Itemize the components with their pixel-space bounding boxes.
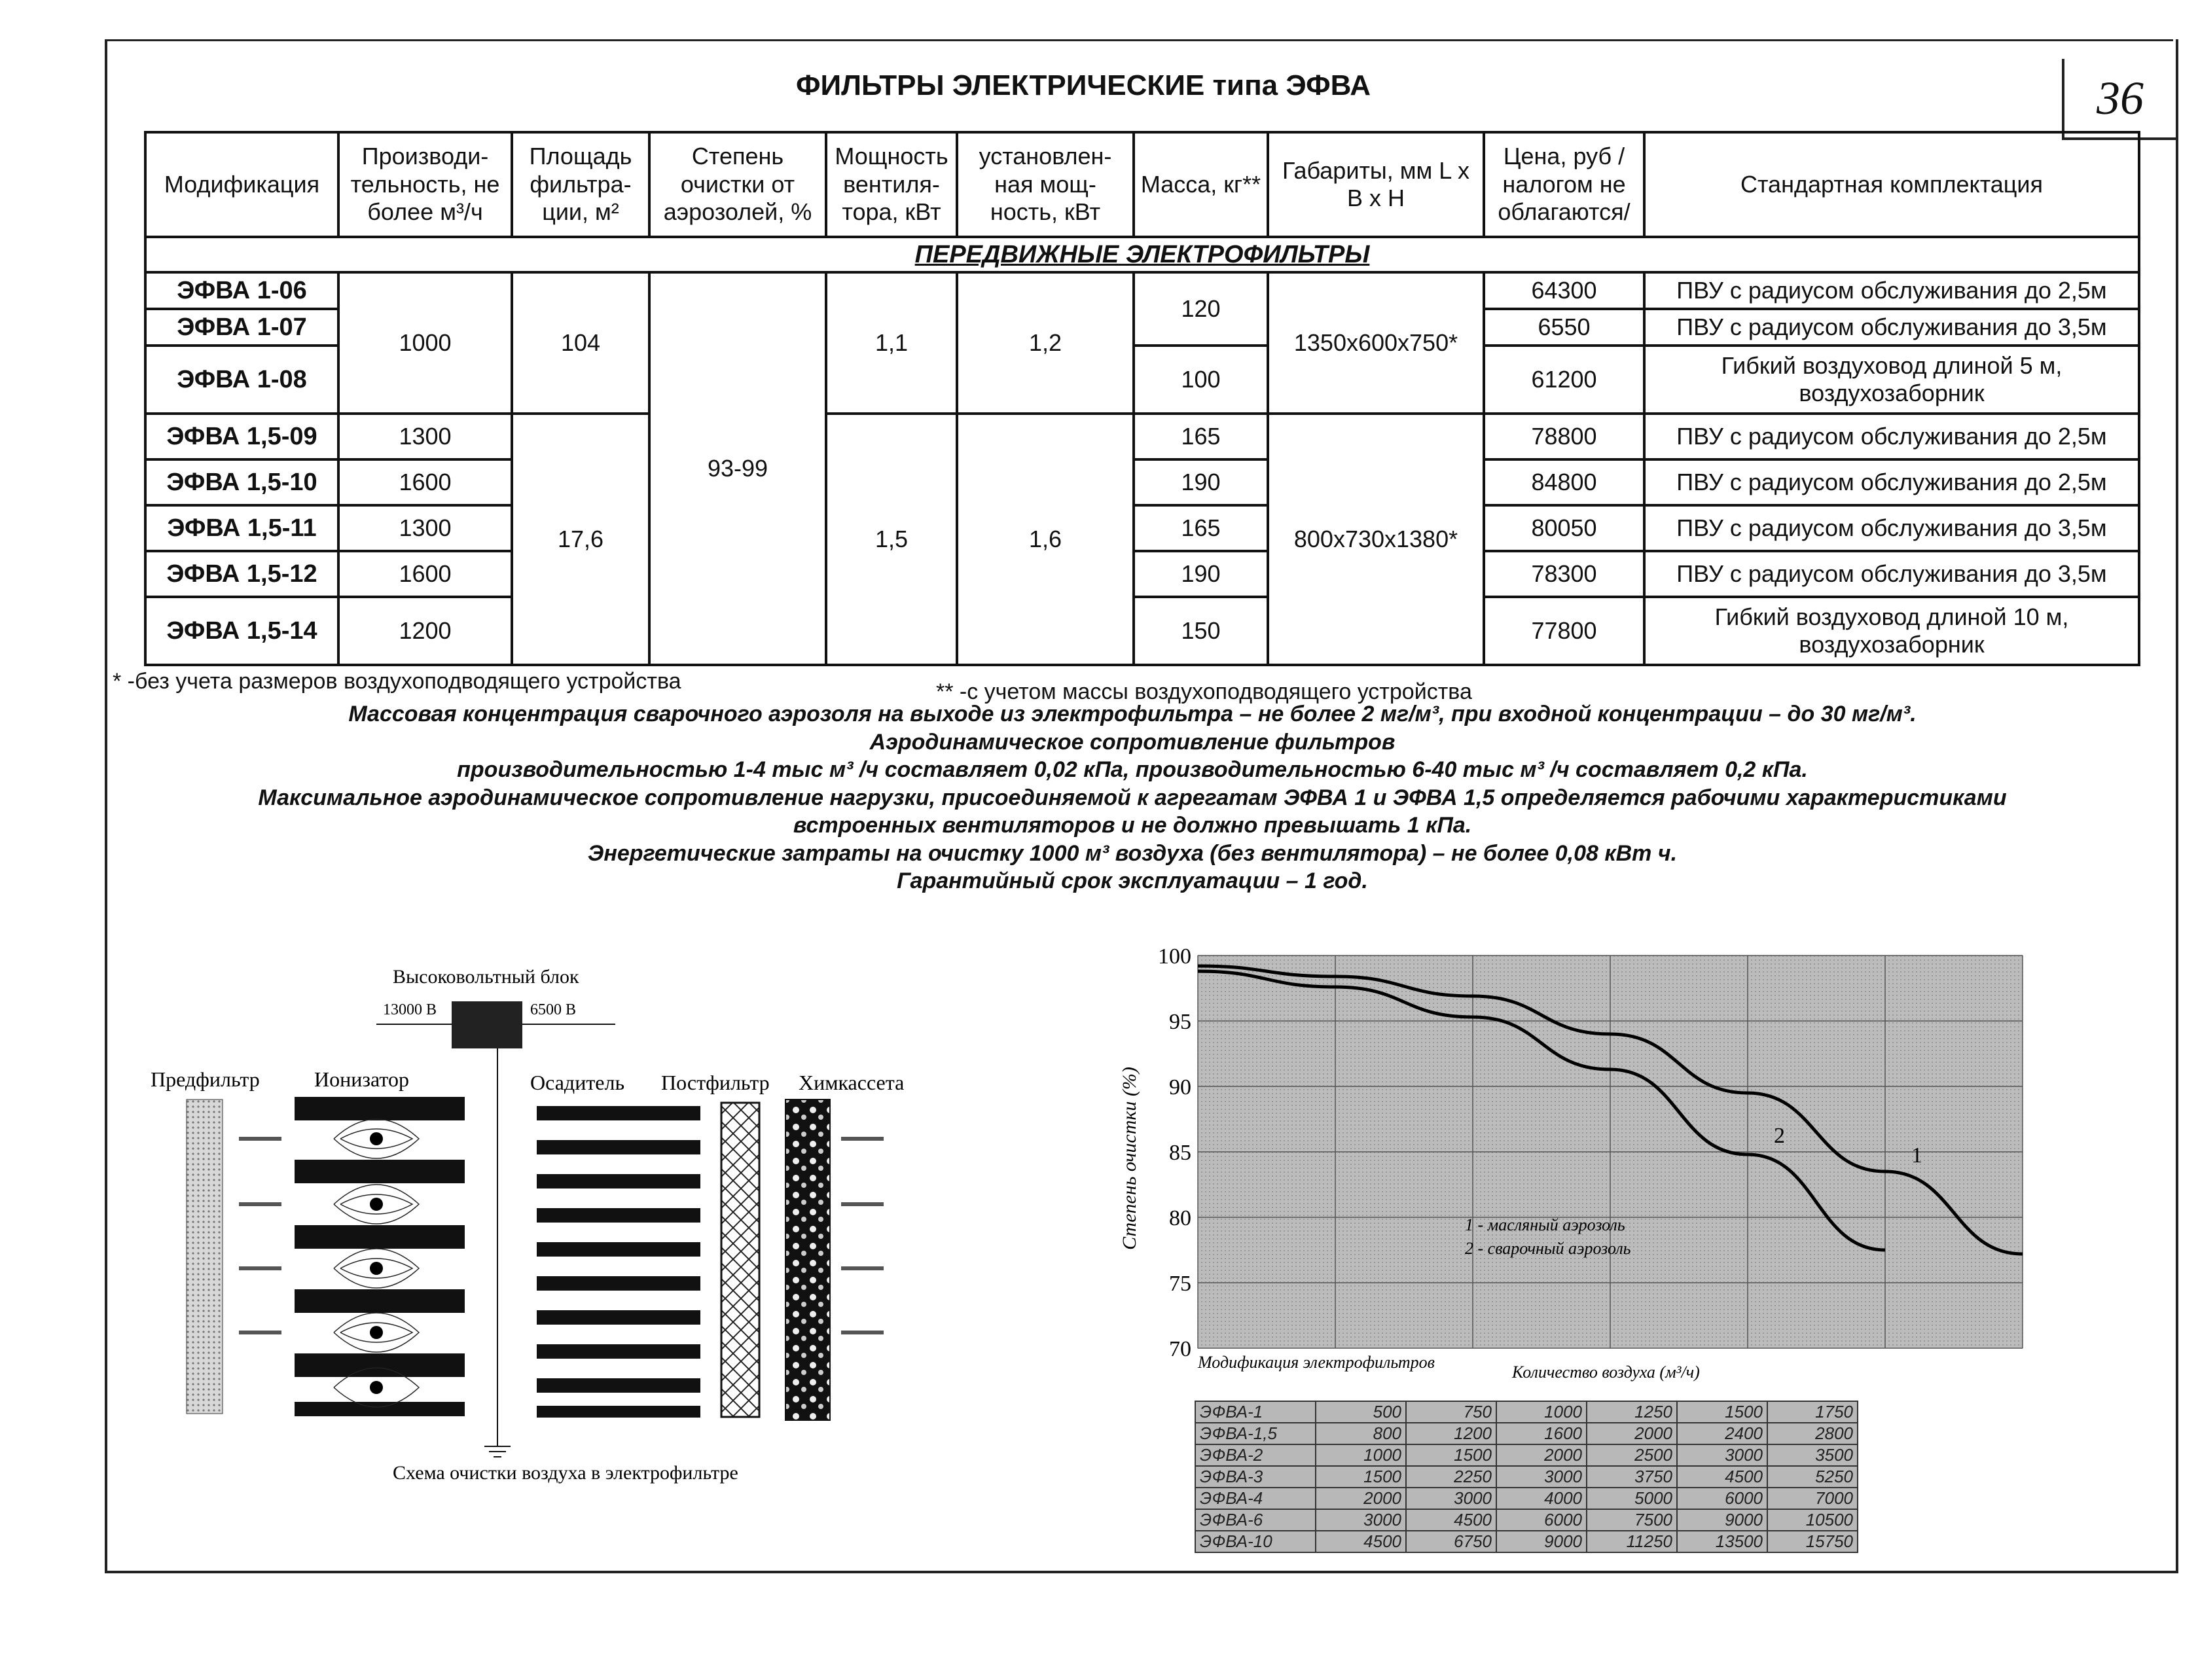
prefilter bbox=[187, 1099, 223, 1414]
efficiency-cell: 93-99 bbox=[649, 272, 826, 665]
section-label: ПЕРЕДВИЖНЫЕ ЭЛЕКТРОФИЛЬТРЫ bbox=[145, 237, 2139, 272]
table-cell: 2400 bbox=[1677, 1423, 1767, 1444]
model-cell: ЭФВА 1,5-14 bbox=[145, 597, 338, 665]
table-cell: 3000 bbox=[1496, 1466, 1587, 1488]
efficiency-chart bbox=[1106, 942, 2062, 1401]
mass-cell: 120 bbox=[1134, 272, 1268, 346]
table-cell: 4500 bbox=[1406, 1509, 1496, 1531]
model-cell: ЭФВА 1,5-11 bbox=[145, 505, 338, 551]
capacity-cell: 1000 bbox=[338, 272, 512, 414]
capacity-cell: 1200 bbox=[338, 597, 512, 665]
table-row bbox=[1195, 1466, 1858, 1488]
model-cell: ЭФВА 1,5-09 bbox=[145, 414, 338, 459]
kit-cell: ПВУ с радиусом обслуживания до 2,5м bbox=[1644, 272, 2139, 309]
paragraph: производительностью 1-4 тыс м³ /ч составляет 0,02 кПа, производительностью 6-40 тыс м³ /ч составляет 0,2 кПа. bbox=[457, 757, 1808, 782]
table-cell: ЭФВА-2 bbox=[1195, 1444, 1316, 1466]
postfilter bbox=[721, 1103, 759, 1417]
col-header: Габариты, мм L x B x H bbox=[1268, 132, 1484, 237]
table-row bbox=[1195, 1444, 1858, 1466]
fan-power-cell: 1,1 bbox=[826, 272, 957, 414]
table-cell: 800 bbox=[1316, 1423, 1406, 1444]
table-cell: 1600 bbox=[1496, 1423, 1587, 1444]
model-cell: ЭФВА 1-06 bbox=[145, 272, 338, 309]
paragraph: Гарантийный срок эксплуатации – 1 год. bbox=[897, 868, 1368, 893]
spec-header-row bbox=[145, 132, 2139, 237]
table-cell: 2000 bbox=[1316, 1488, 1406, 1509]
voltage-label: 13000 В bbox=[383, 1001, 437, 1018]
paragraph: встроенных вентиляторов и не должно превышать 1 кПа. bbox=[793, 813, 1472, 838]
installed-power-cell: 1,2 bbox=[957, 272, 1134, 414]
paragraph: Энергетические затраты на очистку 1000 м³ воздуха (без вентилятора) – не более 0,08 кВт ч. bbox=[587, 840, 1678, 866]
ground-icon bbox=[484, 1446, 511, 1457]
installed-power-cell: 1,6 bbox=[957, 414, 1134, 665]
table-row bbox=[1195, 1531, 1858, 1552]
kit-cell: ПВУ с радиусом обслуживания до 2,5м bbox=[1644, 414, 2139, 459]
table-cell: 750 bbox=[1406, 1401, 1496, 1423]
footnote-1: * -без учета размеров воздухоподводящего устройства bbox=[113, 669, 681, 694]
table-cell: 1000 bbox=[1316, 1444, 1406, 1466]
chem-cassette bbox=[785, 1099, 830, 1420]
collector-plates bbox=[537, 1106, 700, 1418]
table-cell: 5250 bbox=[1767, 1466, 1858, 1488]
price-cell: 6550 bbox=[1484, 309, 1644, 346]
capacity-cell: 1300 bbox=[338, 414, 512, 459]
kit-cell: ПВУ с радиусом обслуживания до 3,5м bbox=[1644, 309, 2139, 346]
table-cell: 500 bbox=[1316, 1401, 1406, 1423]
table-cell: 4000 bbox=[1496, 1488, 1587, 1509]
table-cell: ЭФВА-6 bbox=[1195, 1509, 1316, 1531]
table-cell: 6000 bbox=[1677, 1488, 1767, 1509]
mass-cell: 190 bbox=[1134, 551, 1268, 597]
price-cell: 84800 bbox=[1484, 459, 1644, 505]
col-header: Степень очистки от аэрозолей, % bbox=[649, 132, 826, 237]
area-cell: 17,6 bbox=[512, 414, 649, 665]
table-cell: 5000 bbox=[1587, 1488, 1677, 1509]
page-title: ФИЛЬТРЫ ЭЛЕКТРИЧЕСКИЕ типа ЭФВА bbox=[795, 69, 1371, 101]
paragraph: Максимальное аэродинамическое сопротивление нагрузки, присоединяемой к агрегатам ЭФВА 1 и ЭФВА 1,5 определяется рабочими характеристиками bbox=[258, 785, 2007, 810]
table-cell: 1250 bbox=[1587, 1401, 1677, 1423]
table-cell: 1000 bbox=[1496, 1401, 1587, 1423]
mass-cell: 165 bbox=[1134, 505, 1268, 551]
table-cell: 13500 bbox=[1677, 1531, 1767, 1552]
table-cell: ЭФВА-3 bbox=[1195, 1466, 1316, 1488]
y-tick-label: 85 bbox=[1169, 1141, 1191, 1165]
table-cell: 2000 bbox=[1587, 1423, 1677, 1444]
table-cell: ЭФВА-1,5 bbox=[1195, 1423, 1316, 1444]
fan-power-cell: 1,5 bbox=[826, 414, 957, 665]
table-cell: 1500 bbox=[1316, 1466, 1406, 1488]
table-row bbox=[1195, 1509, 1858, 1531]
table-cell: ЭФВА-1 bbox=[1195, 1401, 1316, 1423]
spec-table bbox=[144, 131, 2140, 666]
paragraph: Массовая концентрация сварочного аэрозоля на выходе из электрофильтра – не более 2 мг/м³, при входной концентрации – до 30 мг/м³. bbox=[348, 702, 1917, 726]
table-row bbox=[1195, 1488, 1858, 1509]
diagram-caption: Схема очистки воздуха в электрофильтре bbox=[393, 1462, 738, 1484]
table-cell: ЭФВА-4 bbox=[1195, 1488, 1316, 1509]
table-cell: 1500 bbox=[1677, 1401, 1767, 1423]
table-cell: 3750 bbox=[1587, 1466, 1677, 1488]
table-cell: 3000 bbox=[1406, 1488, 1496, 1509]
stage-label: Осадитель bbox=[530, 1071, 625, 1094]
spec-paragraphs bbox=[108, 700, 2157, 895]
col-header: Площадь фильтра-ции, м² bbox=[512, 132, 649, 237]
table-cell: 4500 bbox=[1677, 1466, 1767, 1488]
model-cell: ЭФВА 1,5-10 bbox=[145, 459, 338, 505]
table-cell: 15750 bbox=[1767, 1531, 1858, 1552]
table-cell: 6750 bbox=[1406, 1531, 1496, 1552]
y-tick-label: 80 bbox=[1169, 1206, 1191, 1230]
voltage-label: 6500 В bbox=[530, 1001, 577, 1018]
table-cell: 1500 bbox=[1406, 1444, 1496, 1466]
mass-cell: 150 bbox=[1134, 597, 1268, 665]
area-cell: 104 bbox=[512, 272, 649, 414]
hv-block-label: Высоковольтный блок bbox=[393, 969, 579, 988]
x-axis-label: Количество воздуха (м³/ч) bbox=[1512, 1363, 1700, 1382]
table-row bbox=[1195, 1423, 1858, 1444]
price-cell: 78800 bbox=[1484, 414, 1644, 459]
table-cell: 9000 bbox=[1677, 1509, 1767, 1531]
y-tick-label: 90 bbox=[1169, 1075, 1191, 1099]
series-label: 1 bbox=[1911, 1143, 1922, 1168]
kit-cell: Гибкий воздуховод длиной 10 м, воздухозаборник bbox=[1644, 597, 2139, 665]
table-cell: 1750 bbox=[1767, 1401, 1858, 1423]
kit-cell: ПВУ с радиусом обслуживания до 3,5м bbox=[1644, 551, 2139, 597]
col-header: установлен-ная мощ-ность, кВт bbox=[957, 132, 1134, 237]
dims-cell: 800x730x1380* bbox=[1268, 414, 1484, 665]
paragraph: Аэродинамическое сопротивление фильтров bbox=[869, 729, 1396, 755]
table-cell: 2800 bbox=[1767, 1423, 1858, 1444]
ionizer bbox=[295, 1097, 465, 1416]
price-cell: 64300 bbox=[1484, 272, 1644, 309]
price-cell: 61200 bbox=[1484, 346, 1644, 414]
page-top-rule bbox=[105, 39, 2173, 41]
col-header: Стандартная комплектация bbox=[1644, 132, 2139, 237]
table-cell: 7500 bbox=[1587, 1509, 1677, 1531]
col-header: Масса, кг** bbox=[1134, 132, 1268, 237]
table-cell: 2500 bbox=[1587, 1444, 1677, 1466]
stage-label: Постфильтр bbox=[661, 1071, 770, 1094]
x-corner-label: Модификация электрофильтров bbox=[1198, 1353, 1435, 1372]
table-cell: 9000 bbox=[1496, 1531, 1587, 1552]
stage-label: Предфильтр bbox=[151, 1067, 260, 1091]
footnote-2: ** -с учетом массы воздухоподводящего устройства bbox=[936, 679, 1472, 704]
price-cell: 78300 bbox=[1484, 551, 1644, 597]
col-header: Цена, руб /налогом не облагаются/ bbox=[1484, 132, 1644, 237]
series-label: 2 bbox=[1774, 1124, 1785, 1148]
page-number: 36 bbox=[2062, 59, 2176, 140]
air-cleaning-diagram bbox=[144, 969, 962, 1512]
kit-cell: ПВУ с радиусом обслуживания до 3,5м bbox=[1644, 505, 2139, 551]
model-cell: ЭФВА 1-08 bbox=[145, 346, 338, 414]
table-cell: 7000 bbox=[1767, 1488, 1858, 1509]
mass-cell: 190 bbox=[1134, 459, 1268, 505]
table-cell: 2250 bbox=[1406, 1466, 1496, 1488]
airflow-table bbox=[1195, 1401, 1858, 1553]
legend-item: 1 - масляный аэрозоль bbox=[1465, 1215, 1625, 1234]
price-cell: 77800 bbox=[1484, 597, 1644, 665]
kit-cell: ПВУ с радиусом обслуживания до 2,5м bbox=[1644, 459, 2139, 505]
table-cell: 3000 bbox=[1316, 1509, 1406, 1531]
model-cell: ЭФВА 1,5-12 bbox=[145, 551, 338, 597]
table-cell: 3500 bbox=[1767, 1444, 1858, 1466]
legend-item: 2 - сварочный аэрозоль bbox=[1465, 1239, 1631, 1258]
y-ticks bbox=[1158, 944, 1191, 1361]
dims-cell: 1350x600x750* bbox=[1268, 272, 1484, 414]
stage-label: Химкассета bbox=[799, 1071, 905, 1094]
table-cell: 6000 bbox=[1496, 1509, 1587, 1531]
hv-block bbox=[452, 1001, 522, 1048]
kit-cell: Гибкий воздуховод длиной 5 м, воздухозаборник bbox=[1644, 346, 2139, 414]
capacity-cell: 1600 bbox=[338, 459, 512, 505]
col-header: Мощность вентиля-тора, кВт bbox=[826, 132, 957, 237]
capacity-cell: 1600 bbox=[338, 551, 512, 597]
capacity-cell: 1300 bbox=[338, 505, 512, 551]
y-tick-label: 100 bbox=[1158, 944, 1191, 969]
price-cell: 80050 bbox=[1484, 505, 1644, 551]
y-tick-label: 70 bbox=[1169, 1337, 1191, 1361]
table-cell: 10500 bbox=[1767, 1509, 1858, 1531]
mass-cell: 100 bbox=[1134, 346, 1268, 414]
col-header: Модификация bbox=[145, 132, 338, 237]
table-row bbox=[1195, 1401, 1858, 1423]
table-cell: 1200 bbox=[1406, 1423, 1496, 1444]
table-cell: 3000 bbox=[1677, 1444, 1767, 1466]
stage-label: Ионизатор bbox=[314, 1067, 409, 1091]
table-cell: 11250 bbox=[1587, 1531, 1677, 1552]
table-cell: ЭФВА-10 bbox=[1195, 1531, 1316, 1552]
table-cell: 2000 bbox=[1496, 1444, 1587, 1466]
y-tick-label: 95 bbox=[1169, 1010, 1191, 1034]
y-tick-label: 75 bbox=[1169, 1272, 1191, 1296]
col-header: Производи-тельность, не более м³/ч bbox=[338, 132, 512, 237]
table-cell: 4500 bbox=[1316, 1531, 1406, 1552]
model-cell: ЭФВА 1-07 bbox=[145, 309, 338, 346]
mass-cell: 165 bbox=[1134, 414, 1268, 459]
y-axis-label: Степень очистки (%) bbox=[1119, 1067, 1140, 1250]
